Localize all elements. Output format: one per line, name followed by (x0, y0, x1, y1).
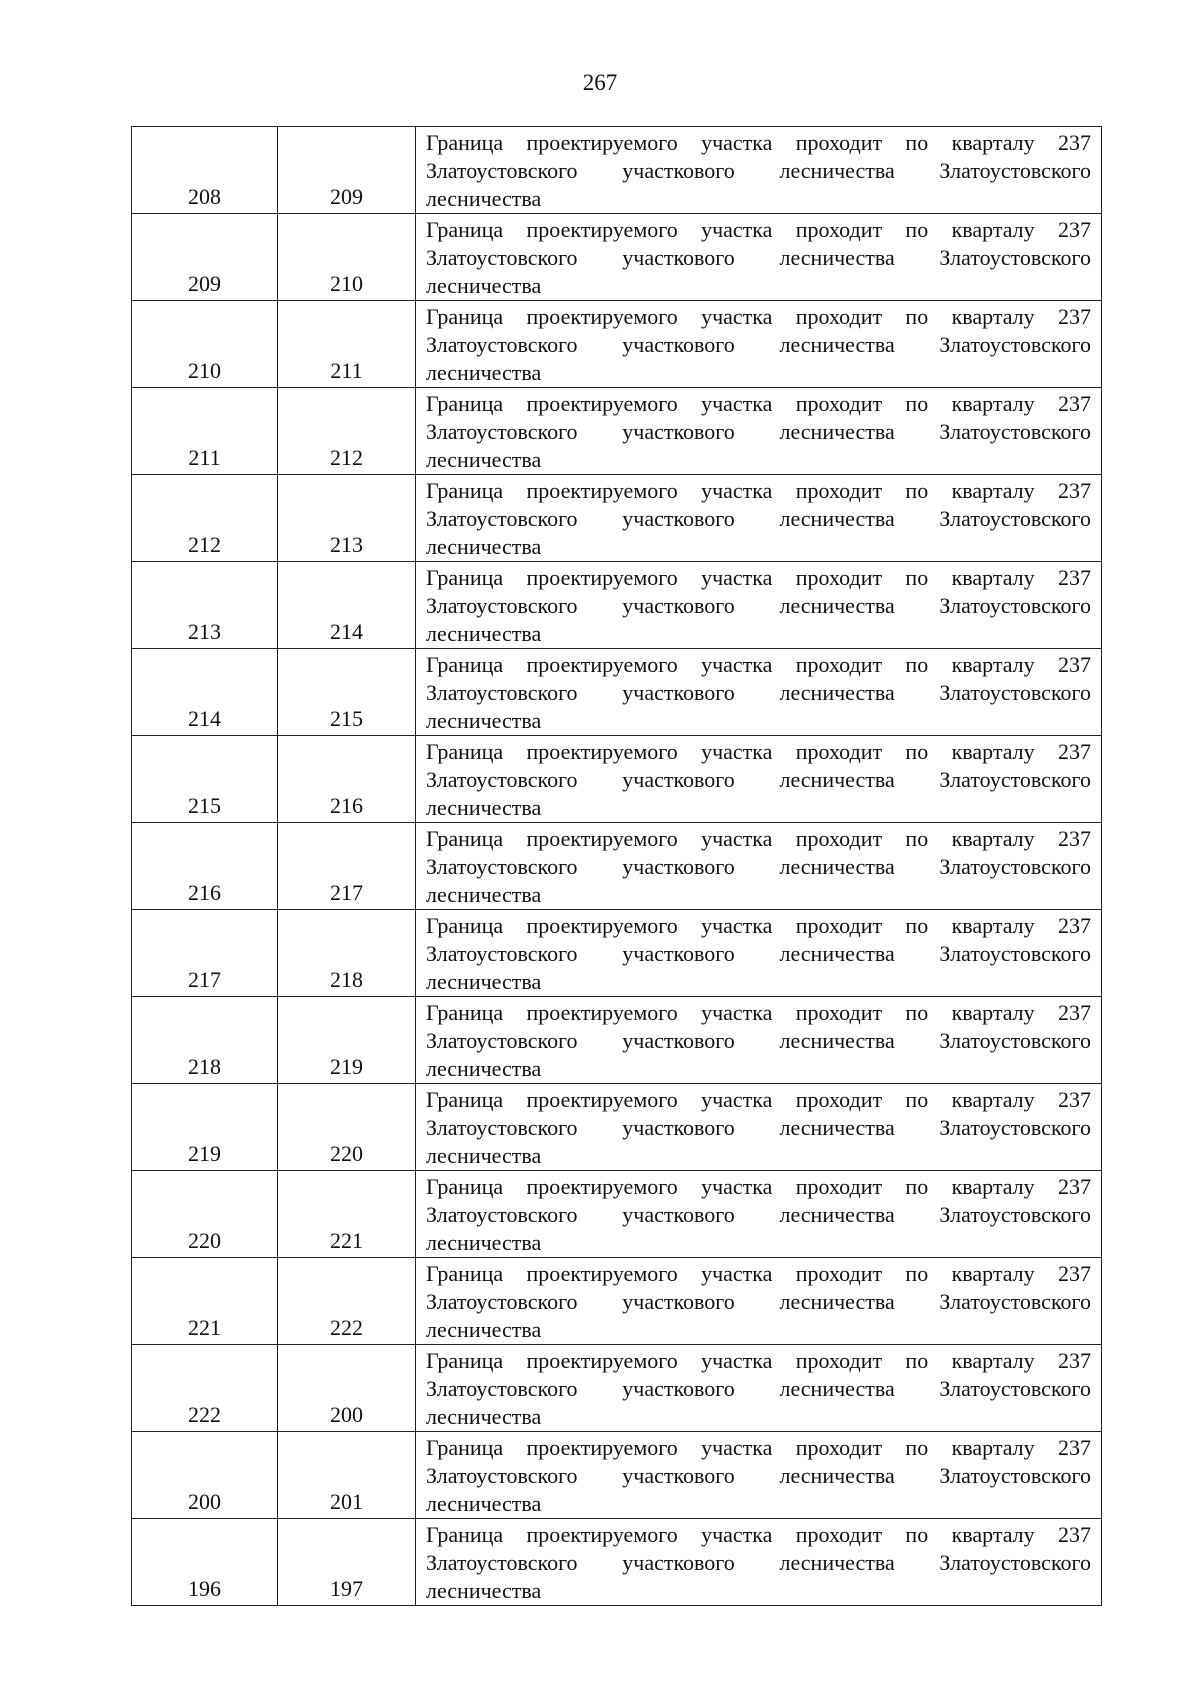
boundary-description-cell: Граница проектируемого участка проходит по кварталу 237 Златоустовского участкового лесничества Златоустовского лесничества (416, 388, 1102, 475)
table-row (132, 1432, 1102, 1519)
boundary-description-cell: Граница проектируемого участка проходит по кварталу 237 Златоустовского участкового лесничества Златоустовского лесничества (416, 127, 1102, 214)
from-point-cell: 210 (132, 301, 278, 388)
from-point-cell: 200 (132, 1432, 278, 1519)
from-point-cell: 212 (132, 475, 278, 562)
table-row (132, 475, 1102, 562)
table-row (132, 736, 1102, 823)
table-row (132, 1345, 1102, 1432)
to-point-cell: 216 (278, 736, 416, 823)
boundary-description-cell: Граница проектируемого участка проходит по кварталу 237 Златоустовского участкового лесничества Златоустовского лесничества (416, 823, 1102, 910)
boundary-description-cell: Граница проектируемого участка проходит по кварталу 237 Златоустовского участкового лесничества Златоустовского лесничества (416, 736, 1102, 823)
boundary-description-cell: Граница проектируемого участка проходит по кварталу 237 Златоустовского участкового лесничества Златоустовского лесничества (416, 910, 1102, 997)
boundary-description-cell: Граница проектируемого участка проходит по кварталу 237 Златоустовского участкового лесничества Златоустовского лесничества (416, 1084, 1102, 1171)
table-row (132, 823, 1102, 910)
to-point-cell: 218 (278, 910, 416, 997)
to-point-cell: 197 (278, 1519, 416, 1606)
to-point-cell: 210 (278, 214, 416, 301)
from-point-cell: 211 (132, 388, 278, 475)
boundary-description-cell: Граница проектируемого участка проходит по кварталу 237 Златоустовского участкового лесничества Златоустовского лесничества (416, 214, 1102, 301)
boundary-description-cell: Граница проектируемого участка проходит по кварталу 237 Златоустовского участкового лесничества Златоустовского лесничества (416, 1171, 1102, 1258)
from-point-cell: 215 (132, 736, 278, 823)
to-point-cell: 217 (278, 823, 416, 910)
to-point-cell: 215 (278, 649, 416, 736)
from-point-cell: 209 (132, 214, 278, 301)
boundary-description-cell: Граница проектируемого участка проходит по кварталу 237 Златоустовского участкового лесничества Златоустовского лесничества (416, 1519, 1102, 1606)
from-point-cell: 213 (132, 562, 278, 649)
table-row (132, 1171, 1102, 1258)
to-point-cell: 211 (278, 301, 416, 388)
to-point-cell: 213 (278, 475, 416, 562)
table-row (132, 1084, 1102, 1171)
to-point-cell: 212 (278, 388, 416, 475)
from-point-cell: 218 (132, 997, 278, 1084)
to-point-cell: 200 (278, 1345, 416, 1432)
page-number: 267 (582, 70, 618, 95)
table-row (132, 997, 1102, 1084)
from-point-cell: 219 (132, 1084, 278, 1171)
boundary-description-cell: Граница проектируемого участка проходит по кварталу 237 Златоустовского участкового лесничества Златоустовского лесничества (416, 997, 1102, 1084)
to-point-cell: 214 (278, 562, 416, 649)
boundary-description-cell: Граница проектируемого участка проходит по кварталу 237 Златоустовского участкового лесничества Златоустовского лесничества (416, 1432, 1102, 1519)
from-point-cell: 216 (132, 823, 278, 910)
from-point-cell: 196 (132, 1519, 278, 1606)
table-row (132, 1258, 1102, 1345)
boundary-description-cell: Граница проектируемого участка проходит по кварталу 237 Златоустовского участкового лесничества Златоустовского лесничества (416, 1345, 1102, 1432)
boundary-description-cell: Граница проектируемого участка проходит по кварталу 237 Златоустовского участкового лесничества Златоустовского лесничества (416, 475, 1102, 562)
to-point-cell: 201 (278, 1432, 416, 1519)
to-point-cell: 220 (278, 1084, 416, 1171)
from-point-cell: 222 (132, 1345, 278, 1432)
from-point-cell: 221 (132, 1258, 278, 1345)
from-point-cell: 214 (132, 649, 278, 736)
from-point-cell: 220 (132, 1171, 278, 1258)
table-row (132, 562, 1102, 649)
to-point-cell: 221 (278, 1171, 416, 1258)
to-point-cell: 209 (278, 127, 416, 214)
to-point-cell: 222 (278, 1258, 416, 1345)
boundary-description-cell: Граница проектируемого участка проходит по кварталу 237 Златоустовского участкового лесничества Златоустовского лесничества (416, 562, 1102, 649)
boundary-table (131, 126, 1102, 1606)
table-row (132, 301, 1102, 388)
boundary-description-cell: Граница проектируемого участка проходит по кварталу 237 Златоустовского участкового лесничества Златоустовского лесничества (416, 1258, 1102, 1345)
table-row (132, 127, 1102, 214)
table-body (132, 127, 1102, 1606)
table-row (132, 1519, 1102, 1606)
from-point-cell: 217 (132, 910, 278, 997)
table-row (132, 388, 1102, 475)
table-row (132, 649, 1102, 736)
boundary-description-cell: Граница проектируемого участка проходит по кварталу 237 Златоустовского участкового лесничества Златоустовского лесничества (416, 649, 1102, 736)
from-point-cell: 208 (132, 127, 278, 214)
to-point-cell: 219 (278, 997, 416, 1084)
table-row (132, 214, 1102, 301)
table-row (132, 910, 1102, 997)
boundary-description-cell: Граница проектируемого участка проходит по кварталу 237 Златоустовского участкового лесничества Златоустовского лесничества (416, 301, 1102, 388)
